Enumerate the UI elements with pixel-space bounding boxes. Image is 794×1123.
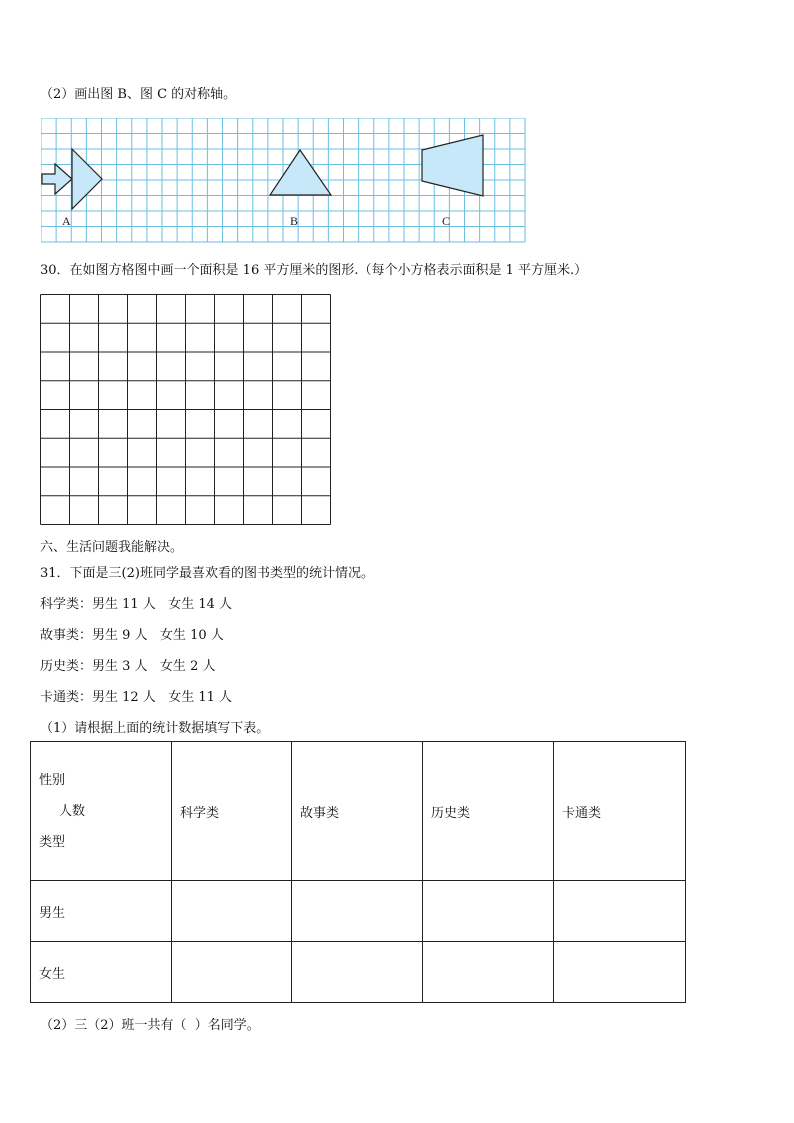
figure-c-label: C: [442, 214, 451, 228]
figure-a: [42, 149, 102, 209]
answer-cell[interactable]: [292, 942, 423, 1003]
stat-science: 科学类：男生 11 人 女生 14 人: [40, 597, 233, 612]
answer-cell[interactable]: [554, 942, 686, 1003]
corner-label-gender: 性别: [39, 772, 66, 788]
q31-part2: （2）三（2）班一共有（ ）名同学。: [40, 1018, 260, 1033]
table-row-girls: [31, 942, 686, 1003]
column-header-cartoon: 卡通类: [554, 742, 686, 881]
square-grid[interactable]: [40, 294, 332, 525]
answer-cell[interactable]: [554, 881, 686, 942]
answer-cell[interactable]: [172, 881, 292, 942]
row-header-girls: 女生: [31, 942, 172, 1003]
q30-question: 30．在如图方格图中画一个面积是 16 平方厘米的图形.（每个小方格表示面积是 1 平方厘米.）: [40, 263, 588, 278]
stat-cartoon: 卡通类：男生 12 人 女生 11 人: [40, 690, 233, 705]
row-header-boys: 男生: [31, 881, 172, 942]
corner-label-type: 类型: [39, 834, 66, 850]
answer-cell[interactable]: [292, 881, 423, 942]
column-header-science: 科学类: [172, 742, 292, 881]
statistics-table: [30, 741, 686, 1003]
figure-a-label: A: [62, 214, 71, 228]
stat-story: 故事类：男生 9 人 女生 10 人: [40, 628, 224, 643]
answer-cell[interactable]: [423, 881, 554, 942]
corner-label-count: 人数: [59, 803, 86, 819]
q31-question: 31．下面是三(2)班同学最喜欢看的图书类型的统计情况。: [40, 566, 374, 581]
answer-cell[interactable]: [423, 942, 554, 1003]
table-corner-cell: [31, 742, 172, 881]
figure-a-arrow: [42, 164, 72, 194]
figure-b-triangle: [270, 150, 331, 195]
table-header-row: [31, 742, 686, 881]
stat-history: 历史类：男生 3 人 女生 2 人: [40, 659, 216, 674]
q29-part2-instruction: （2）画出图 B、图 C 的对称轴。: [40, 87, 237, 102]
square-grid-lines: [41, 295, 331, 525]
figure-b-label: B: [290, 214, 299, 228]
table-row-boys: [31, 881, 686, 942]
column-header-story: 故事类: [292, 742, 423, 881]
column-header-history: 历史类: [423, 742, 554, 881]
answer-cell[interactable]: [172, 942, 292, 1003]
figure-c-trapezoid: [422, 135, 483, 196]
section6-heading: 六、生活问题我能解决。: [40, 540, 184, 555]
q31-part1: （1）请根据上面的统计数据填写下表。: [40, 721, 270, 736]
symmetry-figures-grid: [41, 118, 531, 244]
figure-a-triangle: [72, 149, 102, 209]
